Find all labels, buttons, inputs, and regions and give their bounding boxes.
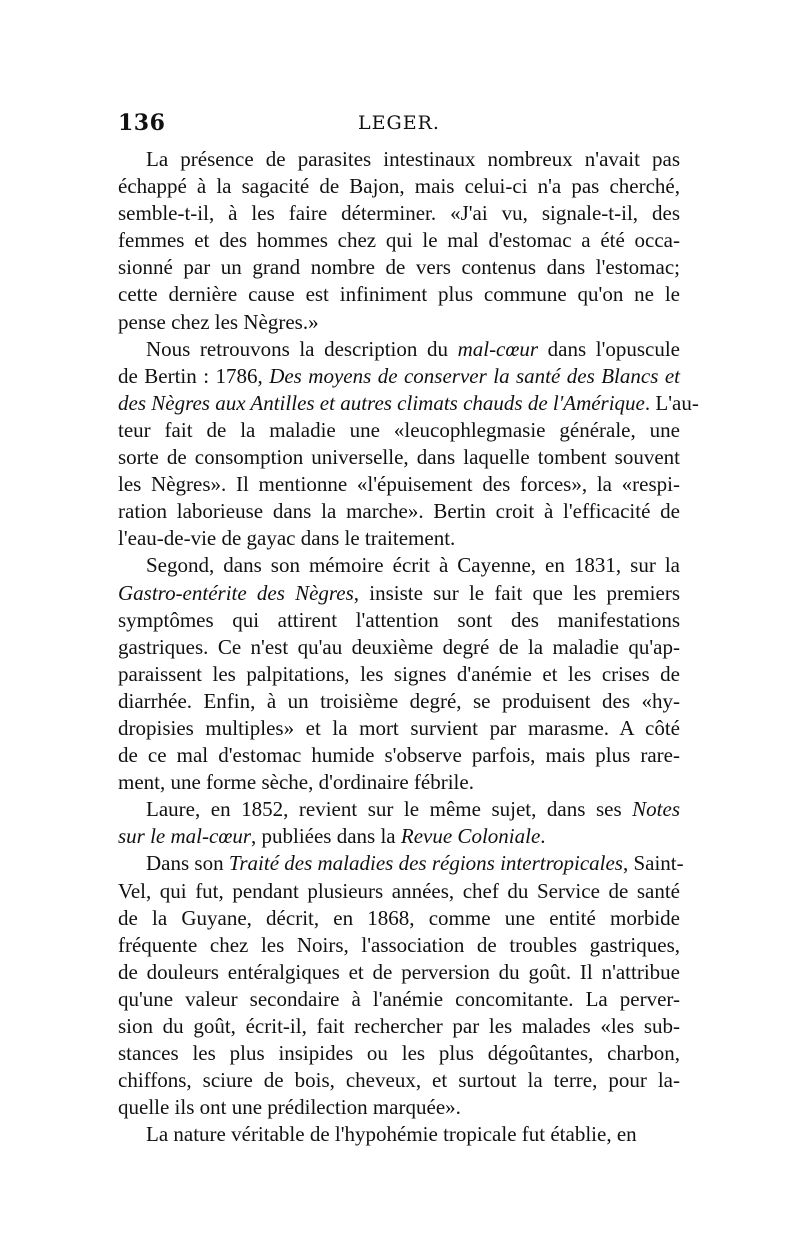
text-line: La présence de parasites intestinaux nombreux n'avait pas xyxy=(146,147,680,171)
page-number: 136 xyxy=(118,110,166,136)
text-line: chiffons, sciure de bois, cheveux, et surtout la terre, pour la- xyxy=(118,1068,680,1093)
text-line: stances les plus insipides ou les plus dégoûtantes, charbon, xyxy=(118,1041,680,1066)
text-line: Vel, qui fut, pendant plusieurs années, chef du Service de santé xyxy=(118,878,680,903)
text-line: diarrhée. Enfin, à un troisième degré, se produisent des «hy- xyxy=(118,688,680,713)
text-line: Dans son Traité des maladies des régions intertropicales, Saint- xyxy=(146,851,684,876)
text-line: symptômes qui attirent l'attention sont des manifestations xyxy=(118,607,680,632)
text-line: Segond, dans son mémoire écrit à Cayenne, en 1831, sur la xyxy=(146,553,680,578)
paragraph xyxy=(118,850,684,1121)
bottom-margin xyxy=(0,1140,800,1245)
text-line: femmes et des hommes chez qui le mal d'estomac a été occa- xyxy=(118,228,680,253)
text-line: dropisies multiples» et la mort survient par marasme. A côté xyxy=(118,715,680,740)
text-line: de ce mal d'estomac humide s'observe parfois, mais plus rare- xyxy=(118,743,680,768)
text-line: pense chez les Nègres.» xyxy=(118,309,319,334)
text-line: les Nègres». Il mentionne «l'épuisement des forces», la «respi- xyxy=(118,472,680,497)
text-line: sion du goût, écrit-il, fait rechercher par les malades «les sub- xyxy=(118,1014,680,1038)
text-line: échappé à la sagacité de Bajon, mais celui-ci n'a pas cherché, xyxy=(118,174,680,199)
paragraph xyxy=(118,146,680,336)
paragraph xyxy=(118,552,680,796)
text-line: La nature véritable de l'hypohémie tropicale fut établie, en xyxy=(146,1122,637,1147)
text-line: sorte de consomption universelle, dans laquelle tombent souvent xyxy=(118,445,680,470)
text-line: cette dernière cause est infiniment plus commune qu'on ne le xyxy=(118,282,680,307)
text-line: ment, une forme sèche, d'ordinaire fébrile. xyxy=(118,770,474,795)
text-line: sur le mal-cœur, publiées dans la Revue Coloniale. xyxy=(118,824,546,849)
page-header xyxy=(118,110,680,140)
text-line: qu'une valeur secondaire à l'anémie concomitante. La perver- xyxy=(118,986,680,1011)
text-line: gastriques. Ce n'est qu'au deuxième degré de la maladie qu'ap- xyxy=(118,634,680,659)
text-line: l'eau-de-vie de gayac dans le traitement. xyxy=(118,526,456,551)
text-line: teur fait de la maladie une «leucophlegmasie générale, une xyxy=(118,417,680,442)
running-head: LEGER. xyxy=(358,112,440,134)
text-line: de douleurs entéralgiques et de perversion du goût. Il n'attribue xyxy=(118,959,680,984)
text-line: Nous retrouvons la description du mal-cœur dans l'opuscule xyxy=(146,336,680,361)
text-line: Laure, en 1852, revient sur le même sujet, dans ses Notes xyxy=(146,797,680,822)
text-line: quelle ils ont une prédilection marquée». xyxy=(118,1095,461,1120)
paragraph xyxy=(118,336,699,553)
text-line: semble-t-il, à les faire déterminer. «J'ai vu, signale-t-il, des xyxy=(118,201,680,226)
text-line: fréquente chez les Noirs, l'association de troubles gastriques, xyxy=(118,932,680,957)
text-line: de Bertin : 1786, Des moyens de conserver la santé des Blancs et xyxy=(118,363,680,388)
paragraph xyxy=(118,796,680,850)
text-line: ration laborieuse dans la marche». Bertin croit à l'efficacité de xyxy=(118,499,680,524)
text-line: des Nègres aux Antilles et autres climats chauds de l'Amérique. L'au- xyxy=(118,390,699,415)
body-text xyxy=(118,146,699,1148)
text-line: paraissent les palpitations, les signes d'anémie et les crises de xyxy=(118,661,680,686)
text-line: sionné par un grand nombre de vers contenus dans l'estomac; xyxy=(118,255,680,280)
text-line: de la Guyane, décrit, en 1868, comme une entité morbide xyxy=(118,905,680,930)
text-line: Gastro-entérite des Nègres, insiste sur le fait que les premiers xyxy=(118,580,680,605)
